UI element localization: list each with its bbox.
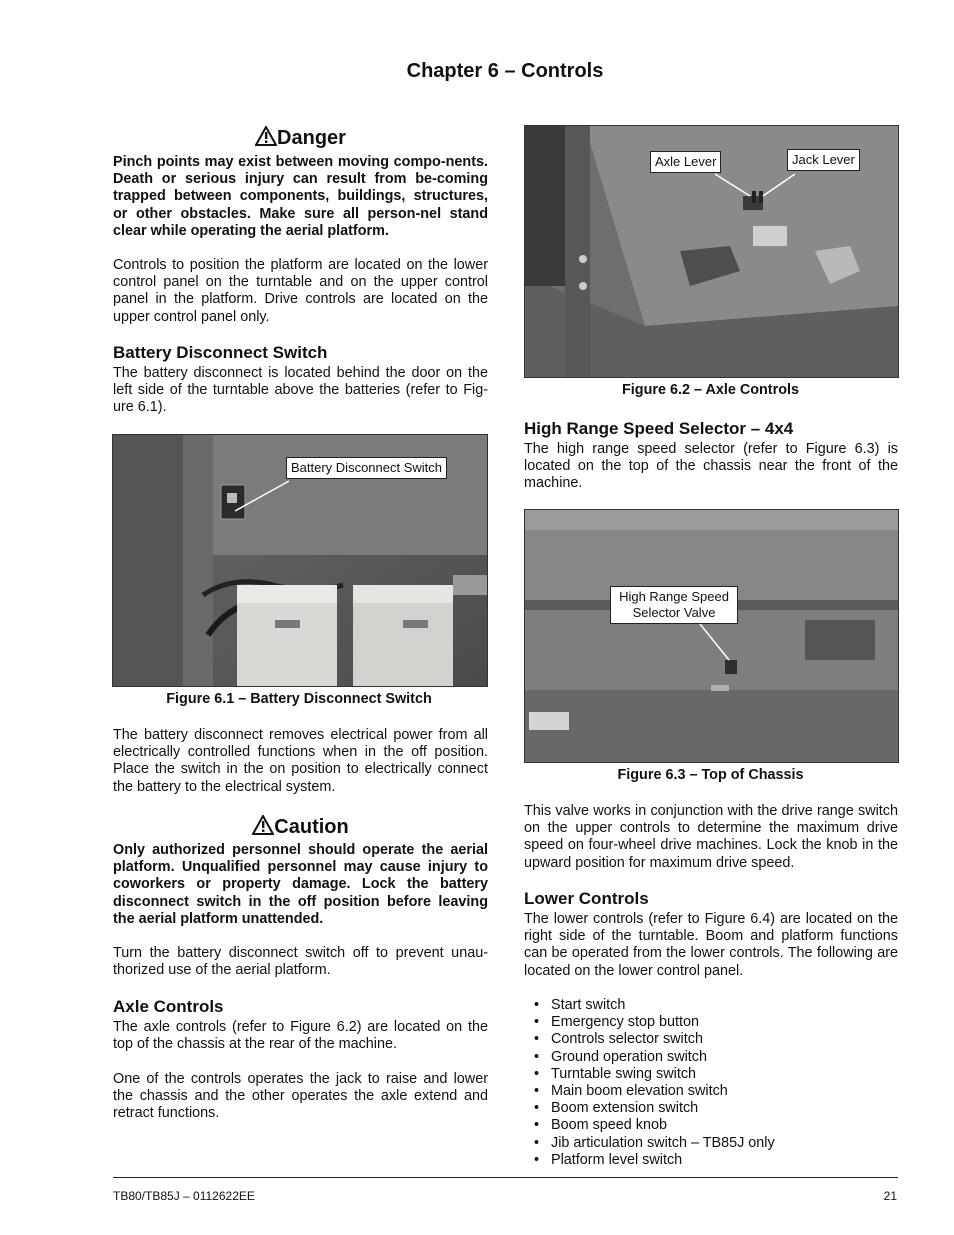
list-item: • Emergency stop button bbox=[524, 1014, 898, 1031]
caution-text: Only authorized personnel should operate the aerial platform. Unqualified personnel may cause injury to coworkers or property damage. Lock the battery disconnect switch in the off position before leaving the aerial platform unattended. bbox=[113, 842, 488, 927]
list-item: • Jib articulation switch – TB85J only bbox=[524, 1135, 898, 1152]
high-range-heading: High Range Speed Selector – 4x4 bbox=[524, 419, 794, 438]
figure-6-2-caption: Figure 6.2 – Axle Controls bbox=[622, 382, 799, 398]
list-item: • Boom speed knob bbox=[524, 1117, 898, 1134]
high-range-paragraph-1: The high range speed selector (refer to Figure 6.3) is located on the top of the chassis near the front of the machine. bbox=[524, 441, 898, 492]
caution-heading bbox=[113, 815, 488, 839]
intro-paragraph: Controls to position the platform are located on the lower control panel on the turntable and on the upper control panel in the platform. Drive controls are located on the upper control panel only. bbox=[113, 257, 488, 325]
list-item: • Ground operation switch bbox=[524, 1049, 898, 1066]
page-title: Chapter 6 – Controls bbox=[406, 60, 604, 82]
axle-heading: Axle Controls bbox=[113, 997, 224, 1016]
list-item: • Boom extension switch bbox=[524, 1100, 898, 1117]
list-item: • Platform level switch bbox=[524, 1152, 898, 1169]
list-item: • Start switch bbox=[524, 997, 898, 1014]
battery-paragraph-1: The battery disconnect is located behind the door on the left side of the turntable above the batteries (refer to Fig-ure 6.1). bbox=[113, 365, 488, 416]
danger-text: Pinch points may exist between moving compo-nents. Death or serious injury can result from be-coming trapped between components, buildings, structures, or other obstacles. Make sure all person-nel stand clear while operating the aerial platform. bbox=[113, 154, 488, 239]
lower-controls-paragraph: The lower controls (refer to Figure 6.4) are located on the right side of the turntable. Boom and platform functions can be operated from the lower controls. The following are located on the lower control panel. bbox=[524, 911, 898, 979]
high-range-callout bbox=[610, 586, 738, 624]
axle-paragraph-2: One of the controls operates the jack to raise and lower the chassis and the other operates the axle extend and retract functions. bbox=[113, 1071, 488, 1122]
figure-axle-controls bbox=[524, 125, 899, 378]
high-range-paragraph-2: This valve works in conjunction with the drive range switch on the upper controls to determine the maximum drive speed on four-wheel drive machines. Lock the knob in the upward position for maximum drive speed. bbox=[524, 803, 898, 871]
figure-top-of-chassis bbox=[524, 509, 899, 763]
list-item: • Controls selector switch bbox=[524, 1031, 898, 1048]
lower-controls-heading: Lower Controls bbox=[524, 889, 649, 908]
footer-divider bbox=[113, 1177, 898, 1178]
battery-heading: Battery Disconnect Switch bbox=[113, 343, 328, 362]
high-range-callout-line-2: Selector Valve bbox=[632, 605, 716, 620]
axle-lever-callout: Axle Lever bbox=[650, 151, 721, 173]
footer-doc-id: TB80/TB85J – 0112622EE bbox=[113, 1189, 255, 1203]
danger-title: Danger bbox=[277, 127, 346, 149]
battery-callout: Battery Disconnect Switch bbox=[286, 457, 447, 479]
figure-6-1-caption: Figure 6.1 – Battery Disconnect Switch bbox=[166, 691, 432, 707]
lower-controls-list bbox=[524, 997, 898, 1169]
jack-lever-callout: Jack Lever bbox=[787, 149, 860, 171]
high-range-callout-line-1: High Range Speed bbox=[619, 589, 729, 604]
list-item: • Turntable swing switch bbox=[524, 1066, 898, 1083]
battery-paragraph-2: The battery disconnect removes electrical power from all electrically controlled functions when in the off position. Place the switch in the on position to electrically connect the battery to the electrical system. bbox=[113, 727, 488, 795]
figure-6-3-caption: Figure 6.3 – Top of Chassis bbox=[617, 767, 804, 783]
figure-battery-disconnect bbox=[112, 434, 488, 687]
page-number: 21 bbox=[883, 1189, 897, 1203]
axle-paragraph-1: The axle controls (refer to Figure 6.2) are located on the top of the chassis at the rear of the machine. bbox=[113, 1019, 488, 1053]
warning-triangle-icon bbox=[252, 815, 274, 835]
danger-heading bbox=[113, 126, 488, 150]
chassis-photo bbox=[525, 510, 898, 762]
warning-triangle-icon bbox=[255, 126, 277, 146]
list-item: • Main boom elevation switch bbox=[524, 1083, 898, 1100]
caution-note: Turn the battery disconnect switch off to prevent unau-thorized use of the aerial platform. bbox=[113, 945, 488, 979]
caution-title: Caution bbox=[274, 816, 349, 838]
